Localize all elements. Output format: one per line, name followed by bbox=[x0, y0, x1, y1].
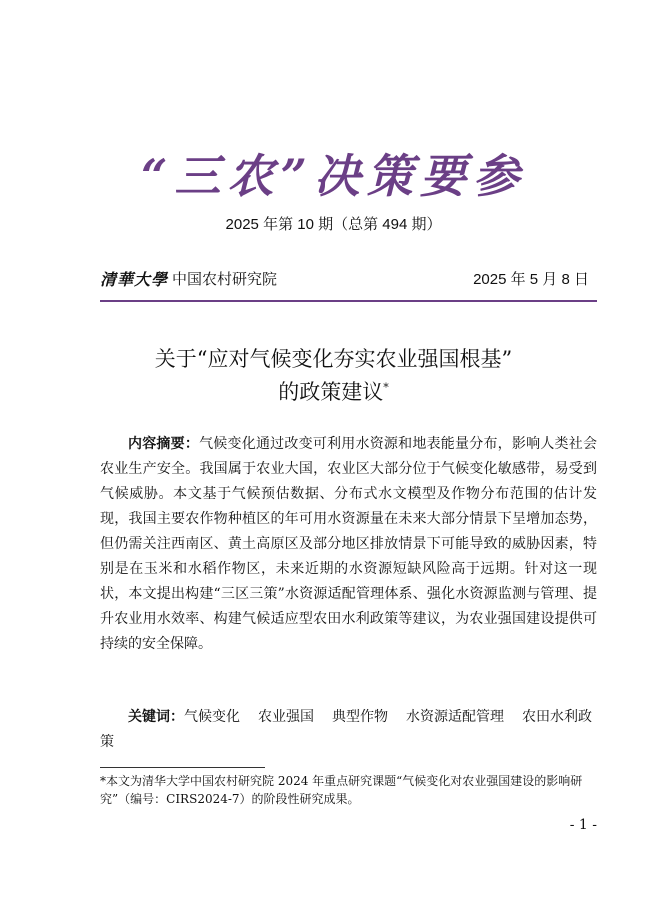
keyword: 水资源适配管理 bbox=[406, 709, 504, 725]
institution-header bbox=[100, 268, 597, 290]
publication-date: 2025 年 5 月 8 日 bbox=[473, 271, 589, 288]
article-title bbox=[80, 343, 587, 409]
footnote-mark: * bbox=[383, 381, 389, 394]
issue-line: 2025 年第 10 期（总第 494 期） bbox=[225, 216, 442, 233]
keyword: 典型作物 bbox=[332, 709, 388, 725]
title-line-2-text: 的政策建议 bbox=[278, 380, 384, 404]
keyword: 农田水利政策 bbox=[100, 709, 592, 750]
abstract-text: 气候变化通过改变可利用水资源和地表能量分布，影响人类社会农业生产安全。我国属于农业大国，农业区大部分位于气候变化敏感带，易受到气候威胁。本文基于气候预估数据、分布式水文模型及作物分布范围的估计发现，我国主要农作物种植区的年可用水资源量在未来大部分情景下呈增加态势，但仍需关注西南区、黄土高原区及部分地区排放情景下可能导致的威胁因素，特别是在玉米和水稻作物区，未来近期的水资源短缺风险高于远期。针对这一现状，本文提出构建“三区三策”水资源适配管理体系、强化水资源监测与管理、提升农业用水效率、构建气候适应型农田水利政策等建议，为农业强国建设提供可持续的安全保障。 bbox=[100, 436, 597, 652]
title-line-1: 关于“应对气候变化夯实农业强国根基” bbox=[154, 347, 513, 371]
masthead-title: “三农”决策要参 bbox=[141, 149, 526, 203]
keywords bbox=[100, 704, 597, 755]
page-number: - 1 - bbox=[569, 817, 597, 833]
footnote: *本文为清华大学中国农村研究院 2024 年重点研究课题“气候变化对农业强国建设的影响研究”（编号：CIRS2024-7）的阶段性研究成果。 bbox=[100, 774, 583, 806]
institution-name: 中国农村研究院 bbox=[172, 270, 278, 288]
footnote-divider bbox=[100, 767, 265, 768]
abstract-label: 内容摘要： bbox=[128, 435, 200, 451]
abstract bbox=[100, 431, 597, 657]
header-divider bbox=[100, 300, 597, 302]
keywords-label: 关键词： bbox=[128, 708, 184, 724]
title-line-2 bbox=[80, 376, 587, 409]
keyword: 农业强国 bbox=[258, 709, 314, 725]
tsinghua-logo: 清華大學 bbox=[100, 270, 169, 289]
keyword: 气候变化 bbox=[184, 709, 240, 725]
